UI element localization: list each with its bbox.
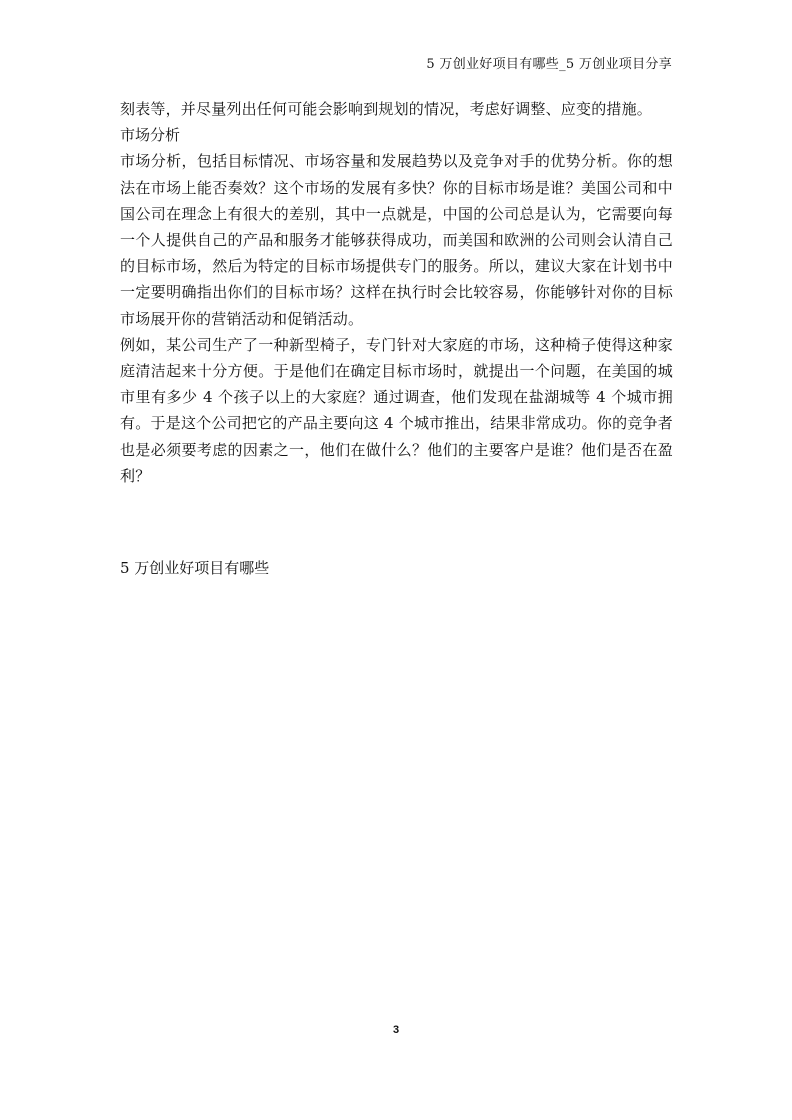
- body-text: [120, 96, 673, 489]
- paragraph-example: 例如，某公司生产了一种新型椅子，专门针对大家庭的市场，这种椅子使得这种家庭清洁起来十分方便。于是他们在确定目标市场时，就提出一个问题，在美国的城市里有多少 4 个孩子以上的大家庭？通过调查，他们发现在盐湖城等 4 个城市拥有。于是这个公司把它的产品主要向这 4 个城市推出，结果非常成功。你的竞争者也是必须要考虑的因素之一，他们在做什么？他们的主要客户是谁？他们是否在盈利？: [120, 335, 673, 485]
- section-heading-market-analysis: 市场分析: [120, 126, 181, 145]
- section-title: 5 万创业好项目有哪些: [120, 559, 270, 577]
- intro-line: 刻表等，并尽量列出任何可能会影响到规划的情况，考虑好调整、应变的措施。: [120, 100, 653, 118]
- page-number: 3: [392, 1024, 400, 1036]
- running-header: 5 万创业好项目有哪些_5 万创业项目分享: [426, 57, 672, 72]
- paragraph-market-analysis: 市场分析，包括目标情况、市场容量和发展趋势以及竞争对手的优势分析。你的想法在市场上能否奏效？这个市场的发展有多快？你的目标市场是谁？美国公司和中国公司在理念上有很大的差别，其中一点就是，中国的公司总是认为，它需要向每一个人提供自己的产品和服务才能够获得成功，而美国和欧洲的公司则会认清自己的目标市场，然后为特定的目标市场提供专门的服务。所以，建议大家在计划书中一定要明确指出你们的目标市场？这样在执行时会比较容易，你能够针对你的目标市场展开你的营销活动和促销活动。: [120, 152, 673, 328]
